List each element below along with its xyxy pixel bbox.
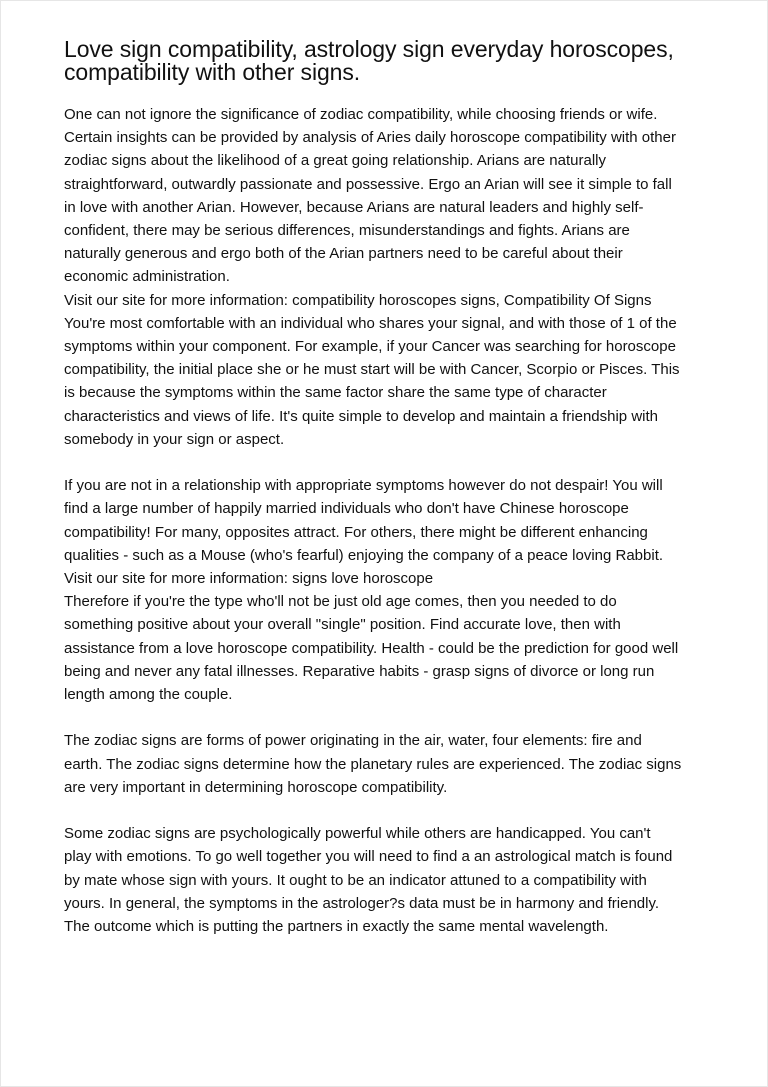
text-line: characteristics and views of life. It's quite simple to develop and maintain a friendship with (64, 407, 658, 425)
text-line: One can not ignore the significance of zodiac compatibility, while choosing friends or wife. (64, 106, 658, 123)
title-line: Love sign compatibility, astrology sign everyday horoscopes, (64, 36, 674, 62)
text-line: Some zodiac signs are psychologically powerful while others are handicapped. You can't (64, 825, 651, 843)
text-line: You're most comfortable with an individual who shares your signal, and with those of 1 of the (64, 314, 677, 332)
text-line: by mate whose sign with yours. It ought to be an indicator attuned to a compatibility with (64, 871, 647, 889)
text-line: being and never any fatal illnesses. Reparative habits - grasp signs of divorce or long run (64, 662, 655, 680)
paragraph (64, 474, 714, 706)
paragraph (64, 729, 714, 799)
text-line: Visit our site for more information: signs love horoscope (64, 570, 434, 588)
text-line: something positive about your overall "single" position. Find accurate love, then with (64, 616, 621, 634)
document-title (64, 38, 714, 84)
paragraph (64, 822, 714, 938)
text-line: Certain insights can be provided by analysis of Aries daily horoscope compatibility with other (64, 129, 676, 147)
text-line: assistance from a love horoscope compatibility. Health - could be the prediction for good well (64, 639, 679, 657)
text-line: The zodiac signs are forms of power originating in the air, water, four elements: fire and (64, 732, 642, 750)
text-line: The outcome which is putting the partners in exactly the same mental wavelength. (64, 918, 609, 936)
document-body (64, 103, 714, 938)
text-line: are very important in determining horoscope compatibility. (64, 778, 448, 796)
text-line: earth. The zodiac signs determine how the planetary rules are experienced. The zodiac signs (64, 755, 682, 773)
text-line: play with emotions. To go well together you will need to find a an astrological match is found (64, 848, 673, 866)
paragraph-spacer (64, 451, 714, 474)
text-line: zodiac signs about the likelihood of a great going relationship. Arians are naturally (64, 152, 607, 170)
paragraph (64, 103, 714, 451)
text-line: somebody in your sign or aspect. (64, 430, 285, 448)
paragraph-spacer (64, 706, 714, 729)
text-line: in love with another Arian. However, because Arians are natural leaders and highly self- (64, 198, 644, 216)
text-line: length among the couple. (64, 686, 233, 704)
text-line: naturally generous and ergo both of the Arian partners need to be careful about their (64, 245, 623, 263)
text-line: economic administration. (64, 268, 230, 286)
text-line: qualities - such as a Mouse (who's fearful) enjoying the company of a peace loving Rabbit. (64, 546, 664, 564)
text-line: Therefore if you're the type who'll not be just old age comes, then you needed to do (64, 593, 617, 611)
text-line: is because the symptoms within the same factor share the same type of character (64, 384, 607, 402)
text-line: straightforward, outwardly passionate and possessive. Ergo an Arian will see it simple to fall (64, 175, 672, 193)
text-line: symptoms within your component. For example, if your Cancer was searching for horoscope (64, 338, 676, 356)
text-line: compatibility! For many, opposites attract. For others, there might be different enhancing (64, 523, 648, 541)
text-line: Visit our site for more information: compatibility horoscopes signs, Compatibility Of Signs (64, 291, 652, 309)
text-line: find a large number of happily married individuals who don't have Chinese horoscope (64, 500, 629, 518)
text-line: yours. In general, the symptoms in the astrologer?s data must be in harmony and friendly. (64, 894, 660, 912)
text-line: confident, there may be serious differences, misunderstandings and fights. Arians are (64, 222, 630, 240)
document-content (64, 38, 714, 938)
title-line: compatibility with other signs. (64, 59, 361, 85)
text-line: If you are not in a relationship with appropriate symptoms however do not despair! You will (64, 477, 663, 495)
text-line: compatibility, the initial place she or he must start will be with Cancer, Scorpio or Pisces. This (64, 361, 680, 379)
paragraph-spacer (64, 799, 714, 822)
